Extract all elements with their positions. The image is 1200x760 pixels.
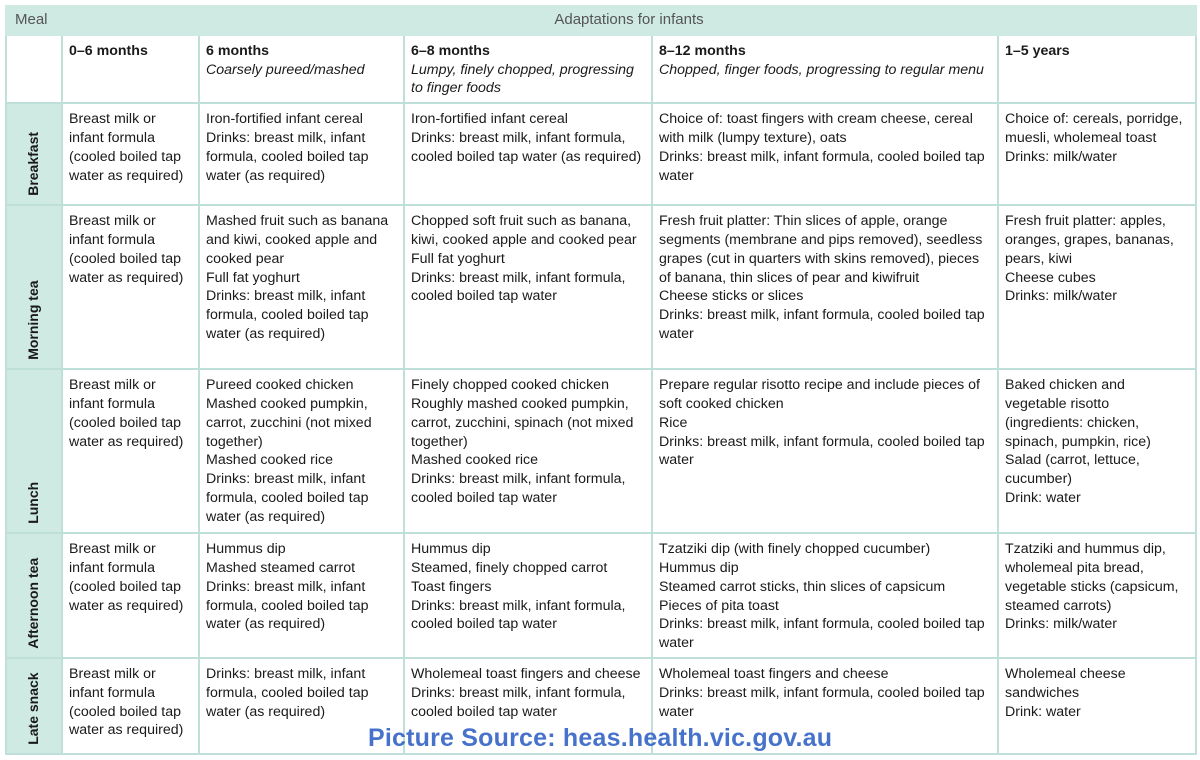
menu-item-text: Drinks: breast milk, infant formula, cooled boiled tap water [659, 433, 985, 469]
menu-item-text: Iron-fortified infant cereal [206, 111, 363, 128]
menu-item-text: Choice of: toast fingers with cream cheese, cereal with milk (lumpy texture), oats [659, 111, 973, 146]
adaptations-header: Adaptations for infants [62, 6, 1196, 35]
menu-item-text: Cheese sticks or slices [659, 288, 804, 305]
age-header-1-5-years [998, 35, 1196, 103]
menu-item-text: Breast milk or infant formula (cooled boiled tap water as required) [69, 213, 184, 286]
menu-item-text: Steamed, finely chopped carrot [411, 559, 608, 576]
menu-item-text: Breast milk or infant formula (cooled boiled tap water as required) [69, 111, 184, 184]
menu-item-text: Fresh fruit platter: apples, oranges, grapes, bananas, pears, kiwi [1005, 213, 1174, 267]
meal-name: Breakfast [25, 132, 41, 197]
menu-item-text: Drink: water [1005, 703, 1081, 720]
menu-item-text: Drinks: breast milk, infant formula, cooled boiled tap water [411, 597, 626, 633]
age-texture-note: Coarsely pureed/mashed [206, 61, 365, 78]
menu-item-text: Hummus dip [659, 559, 739, 576]
meal-column-header: Meal [6, 6, 62, 35]
meal-name: Lunch [25, 482, 41, 525]
menu-item-text: Drinks: milk/water [1005, 148, 1117, 165]
age-label: 8–12 months [659, 42, 746, 59]
meal-name-cell [6, 205, 62, 369]
age-header-6-8-months [404, 35, 652, 103]
menu-cell-8-12-months [652, 533, 998, 658]
menu-item-text: Rice [659, 414, 688, 431]
menu-cell-0-6-months [62, 103, 199, 205]
menu-item-text: Drinks: breast milk, infant formula, cooled boiled tap water (as required) [411, 129, 642, 165]
menu-cell-6-months [199, 103, 404, 205]
menu-item-text: Drinks: breast milk, infant formula, cooled boiled tap water [659, 616, 985, 652]
menu-item-text: Salad (carrot, lettuce, cucumber) [1005, 452, 1140, 488]
menu-item-text: Drinks: breast milk, infant formula, cooled boiled tap water (as required) [206, 665, 369, 720]
menu-item-text: Breast milk or infant formula (cooled boiled tap water as required) [69, 665, 184, 739]
menu-item-text: Breast milk or infant formula (cooled boiled tap water as required) [69, 377, 184, 450]
menu-cell-1-5-years [998, 103, 1196, 205]
menu-item-text: Mashed steamed carrot [206, 559, 356, 576]
menu-item-text: Roughly mashed cooked pumpkin, carrot, zucchini, spinach (not mixed together) [411, 395, 634, 450]
menu-item-text: Mashed fruit such as banana and kiwi, cooked apple and cooked pear [206, 213, 389, 267]
menu-item-text: Pureed cooked chicken [206, 377, 354, 394]
menu-item-text: Hummus dip [206, 541, 286, 558]
menu-cell-8-12-months [652, 103, 998, 205]
table-header-band [6, 6, 1196, 35]
menu-item-text: Drinks: breast milk, infant formula, cooled boiled tap water [411, 471, 626, 506]
menu-cell-6-months [199, 369, 404, 533]
menu-item-text: Mashed cooked pumpkin, carrot, zucchini (not mixed together) [206, 395, 372, 450]
age-header-blank [6, 35, 62, 103]
menu-item-text: Drinks: breast milk, infant formula, cooled boiled tap water [659, 684, 985, 720]
menu-item-text: Wholemeal toast fingers and cheese [411, 665, 641, 682]
meal-name: Late snack [25, 672, 41, 745]
infant-menu-table [5, 5, 1197, 755]
meal-row-afternoon-tea [6, 533, 1196, 658]
menu-item-text: Toast fingers [411, 578, 492, 595]
menu-item-text: Tzatziki and hummus dip, wholemeal pita bread, vegetable sticks (capsicum, steamed carrots) [1005, 541, 1179, 614]
meal-name-cell [6, 658, 62, 754]
menu-cell-1-5-years [998, 205, 1196, 369]
menu-cell-6-8-months [404, 533, 652, 658]
menu-cell-0-6-months [62, 369, 199, 533]
age-texture-note: Lumpy, finely chopped, progressing to finger foods [411, 61, 634, 97]
meal-name: Afternoon tea [25, 557, 41, 649]
age-label: 1–5 years [1005, 42, 1070, 59]
meal-name-cell [6, 533, 62, 658]
menu-item-text: Mashed cooked rice [206, 452, 333, 469]
age-label: 0–6 months [69, 42, 148, 59]
meal-name-cell [6, 103, 62, 205]
menu-cell-0-6-months [62, 658, 199, 754]
meal-rows [6, 103, 1196, 754]
picture-source-watermark: Picture Source: heas.health.vic.gov.au [368, 724, 833, 752]
age-header-0-6-months [62, 35, 199, 103]
meal-name: Morning tea [25, 280, 41, 361]
menu-cell-6-8-months [404, 205, 652, 369]
menu-item-text: Steamed carrot sticks, thin slices of capsicum [659, 578, 946, 595]
menu-cell-6-8-months [404, 369, 652, 533]
menu-item-text: Drinks: breast milk, infant formula, cooled boiled tap water [659, 307, 985, 342]
menu-item-text: Drinks: breast milk, infant formula, cooled boiled tap water (as required) [206, 129, 369, 184]
menu-item-text: Pieces of pita toast [659, 597, 779, 614]
menu-cell-6-8-months [404, 103, 652, 205]
age-header-row [6, 35, 1196, 103]
menu-item-text: Wholemeal cheese sandwiches [1005, 665, 1126, 701]
menu-item-text: Tzatziki dip (with finely chopped cucumber) [659, 541, 931, 558]
age-label: 6–8 months [411, 42, 490, 59]
menu-item-text: Drinks: breast milk, infant formula, cooled boiled tap water (as required) [206, 578, 369, 633]
menu-item-text: Chopped soft fruit such as banana, kiwi, cooked apple and cooked pear [411, 213, 637, 248]
menu-item-text: Drinks: milk/water [1005, 616, 1117, 633]
meal-row-morning-tea [6, 205, 1196, 369]
age-header-6-months [199, 35, 404, 103]
meal-row-lunch [6, 369, 1196, 533]
menu-item-text: Choice of: cereals, porridge, muesli, wholemeal toast [1005, 111, 1183, 146]
age-label: 6 months [206, 42, 270, 59]
menu-cell-1-5-years [998, 369, 1196, 533]
menu-item-text: Finely chopped cooked chicken [411, 377, 609, 394]
menu-item-text: Cheese cubes [1005, 269, 1096, 286]
age-texture-note: Chopped, finger foods, progressing to regular menu [659, 61, 984, 78]
menu-cell-0-6-months [62, 533, 199, 658]
menu-item-text: Breast milk or infant formula (cooled boiled tap water as required) [69, 541, 184, 614]
menu-item-text: Prepare regular risotto recipe and include pieces of soft cooked chicken [659, 377, 980, 412]
meal-row-breakfast [6, 103, 1196, 205]
menu-cell-1-5-years [998, 658, 1196, 754]
menu-cell-6-months [199, 205, 404, 369]
menu-item-text: Full fat yoghurt [206, 269, 300, 286]
menu-item-text: Fresh fruit platter: Thin slices of apple, orange segments (membrane and pips removed), seedless grapes (cut in quarters with skins removed), pieces of banana, thin slices of pear and kiwifruit [659, 213, 983, 286]
menu-item-text: Drinks: breast milk, infant formula, cooled boiled tap water (as required) [206, 288, 369, 342]
menu-item-text: Drink: water [1005, 489, 1081, 506]
menu-cell-8-12-months [652, 205, 998, 369]
menu-item-text: Drinks: breast milk, infant formula, cooled boiled tap water [659, 148, 985, 184]
menu-item-text: Mashed cooked rice [411, 452, 538, 469]
menu-cell-6-months [199, 533, 404, 658]
menu-item-text: Full fat yoghurt [411, 250, 505, 267]
menu-cell-0-6-months [62, 205, 199, 369]
menu-item-text: Drinks: breast milk, infant formula, cooled boiled tap water [411, 684, 626, 720]
menu-item-text: Iron-fortified infant cereal [411, 111, 568, 128]
menu-item-text: Drinks: milk/water [1005, 288, 1117, 305]
menu-item-text: Wholemeal toast fingers and cheese [659, 665, 889, 682]
menu-cell-1-5-years [998, 533, 1196, 658]
menu-item-text: Drinks: breast milk, infant formula, cooled boiled tap water (as required) [206, 471, 369, 525]
menu-cell-8-12-months [652, 369, 998, 533]
menu-item-text: Drinks: breast milk, infant formula, cooled boiled tap water [411, 269, 626, 305]
menu-item-text: Baked chicken and vegetable risotto (ingredients: chicken, spinach, pumpkin, rice) [1005, 377, 1151, 450]
menu-item-text: Hummus dip [411, 541, 491, 558]
age-header-8-12-months [652, 35, 998, 103]
meal-name-cell [6, 369, 62, 533]
